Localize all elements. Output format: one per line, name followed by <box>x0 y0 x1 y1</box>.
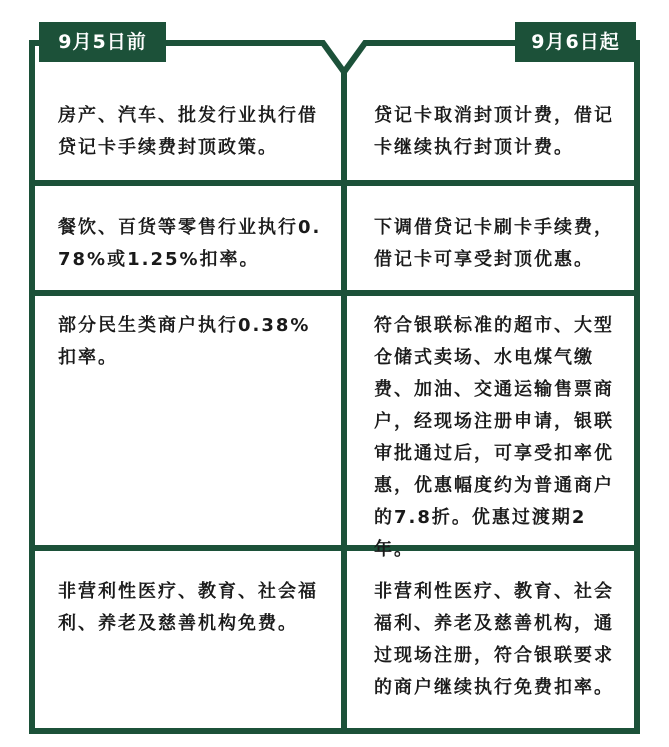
cell-after <box>374 100 624 164</box>
header-tab-after <box>515 22 636 62</box>
cell-before-text: 房产、汽车、批发行业执行借贷记卡手续费封顶政策。 <box>58 105 318 158</box>
cell-before <box>58 310 330 374</box>
header-label-before: 9月5日前 <box>58 31 147 53</box>
cell-before <box>58 100 330 164</box>
cell-after <box>374 310 624 566</box>
cell-after <box>374 212 624 276</box>
cell-after-text: 符合银联标准的超市、大型仓储式卖场、水电煤气缴费、加油、交通运输售票商户，经现场注册申请，银联审批通过后，可享受扣率优惠，优惠幅度约为普通商户的7.8折。优惠过渡期2年。 <box>374 315 614 560</box>
cell-after-text: 非营利性医疗、教育、社会福利、养老及慈善机构，通过现场注册，符合银联要求的商户继续执行免费扣率。 <box>374 581 614 698</box>
header-label-after: 9月6日起 <box>531 31 620 53</box>
cell-before <box>58 212 330 276</box>
cell-before-text: 餐饮、百货等零售行业执行0.78%或1.25%扣率。 <box>58 217 322 270</box>
header-tab-before <box>39 22 166 62</box>
cell-before-text: 部分民生类商户执行0.38%扣率。 <box>58 315 311 368</box>
cell-after-text: 贷记卡取消封顶计费，借记卡继续执行封顶计费。 <box>374 105 614 158</box>
cell-before <box>58 576 330 640</box>
cell-after <box>374 576 624 704</box>
cell-after-text: 下调借贷记卡刷卡手续费，借记卡可享受封顶优惠。 <box>374 217 614 270</box>
cell-before-text: 非营利性医疗、教育、社会福利、养老及慈善机构免费。 <box>58 581 318 634</box>
